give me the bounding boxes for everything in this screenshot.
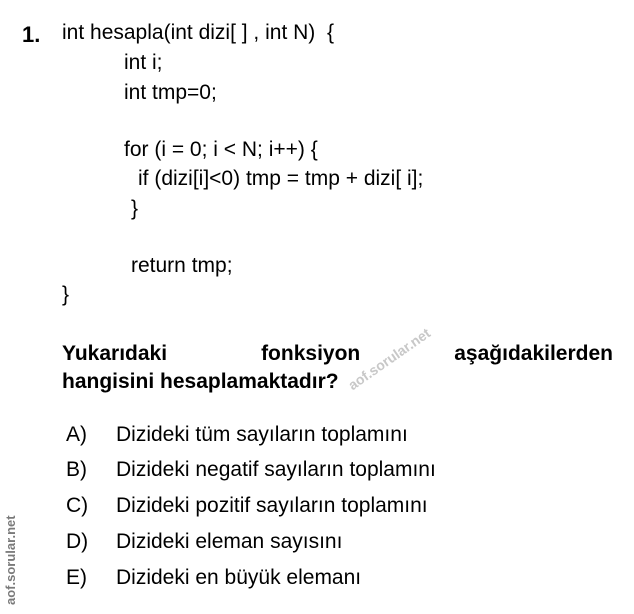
- question-prompt-line1: [62, 340, 613, 368]
- code-line: }: [131, 197, 139, 220]
- choice-letter: B): [66, 458, 87, 481]
- watermark: aof.sorular.net: [345, 324, 434, 394]
- choice-e[interactable]: [66, 564, 361, 592]
- question-prompt-line2: hangisini hesaplamaktadır?: [62, 370, 339, 393]
- choice-letter: D): [66, 530, 89, 553]
- code-line: return tmp;: [131, 254, 233, 277]
- question-number: 1.: [22, 22, 41, 47]
- code-line: for (i = 0; i < N; i++) {: [124, 138, 318, 161]
- choice-text: Dizideki negatif sayıların toplamını: [116, 458, 436, 481]
- prompt-word: Yukarıdaki: [62, 342, 168, 365]
- side-watermark: aof.sorular.net: [3, 515, 18, 605]
- choice-a[interactable]: [66, 421, 408, 449]
- code-line: int i;: [124, 51, 163, 74]
- code-line: int hesapla(int dizi[ ] , int N) {: [62, 21, 334, 44]
- choice-letter: C): [66, 494, 89, 517]
- choice-text: Dizideki pozitif sayıların toplamını: [116, 494, 428, 517]
- choice-b[interactable]: [66, 456, 436, 484]
- choice-text: Dizideki eleman sayısını: [116, 530, 343, 553]
- question-prompt: [62, 340, 613, 396]
- prompt-word: fonksiyon: [261, 342, 361, 365]
- choice-text: Dizideki en büyük elemanı: [116, 566, 362, 589]
- choice-letter: E): [66, 566, 87, 589]
- code-line: int tmp=0;: [124, 81, 217, 104]
- code-line: }: [62, 283, 70, 306]
- choice-d[interactable]: [66, 528, 342, 556]
- code-line: if (dizi[i]<0) tmp = tmp + dizi[ i];: [138, 167, 424, 190]
- choice-text: Dizideki tüm sayıların toplamını: [116, 423, 408, 446]
- choice-letter: A): [66, 423, 87, 446]
- prompt-word: aşağıdakilerden: [454, 342, 613, 365]
- choice-c[interactable]: [66, 492, 428, 520]
